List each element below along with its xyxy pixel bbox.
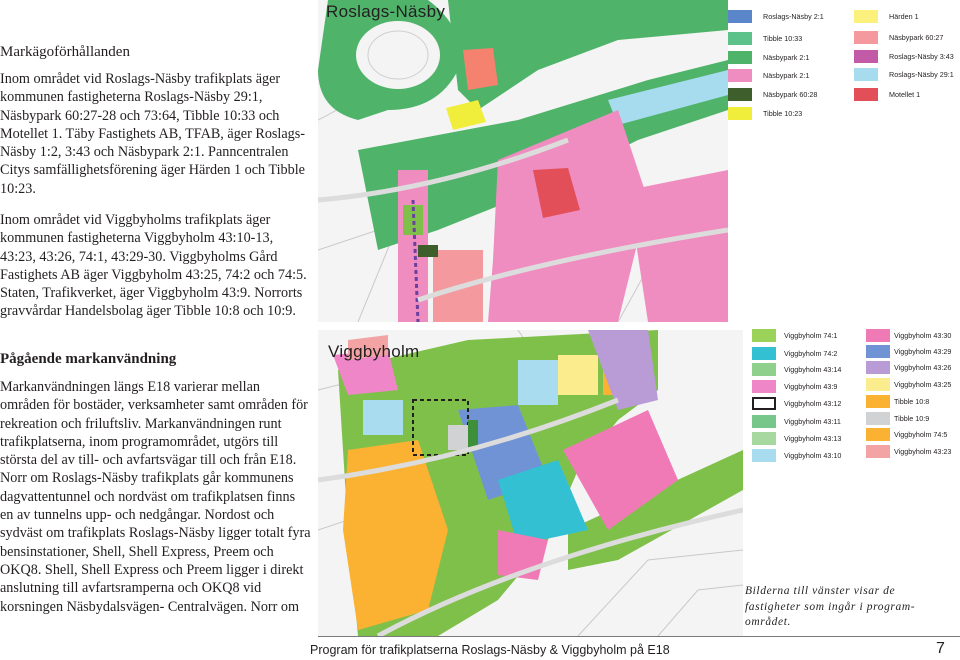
legend-label: Näsbypark 2:1 <box>763 71 810 80</box>
footer-rule <box>318 636 960 637</box>
legend-swatch <box>854 88 878 101</box>
map-roslags-nasby-graphic <box>318 0 728 322</box>
legend-swatch <box>854 31 878 44</box>
legend-swatch <box>866 361 890 374</box>
legend-label: Viggbyholm 43:14 <box>784 365 842 374</box>
legend-swatch <box>752 449 776 462</box>
legend-swatch <box>866 395 890 408</box>
legend-label: Härden 1 <box>889 12 919 21</box>
paragraph-roslags-ownership: Inom området vid Roslags-Näsby trafikplats äger kommunen fastigheterna Roslags-Näsby 29:1, Näsbypark 60:27-28 och 73:64, Tibble 10:33 och Motellet 1. Täby Fastighets AB, TFAB, äger Roslags-Näsby 1:2, 3:43 och Näsbypark 2:1. Panncentralen Citys samfällighetsförening äger Härden 1 och Tibble 10:23. <box>0 71 306 197</box>
paragraph-viggbyholm-ownership: Inom området vid Viggbyholms trafikplats äger kommunen fastigheterna Viggbyholm 43:10-13, 43:23, 43:26, 74:1, 43:29-30. Viggbyholms Gård Fastighets AB äger Viggbyholm 43:25, 74:2 och 74:5. Staten, Trafikverket, äger Viggbyholm 43:9. Norrorts gravvårdar Handelsbolag äger Tibble 10:8 och 10:9. <box>0 212 307 320</box>
page-number: 7 <box>936 640 945 657</box>
legend-swatch <box>728 32 752 45</box>
legend-label: Roslags-Näsby 2:1 <box>763 12 824 21</box>
legend-label: Viggbyholm 74:5 <box>894 430 948 439</box>
map-roslags-nasby <box>318 0 728 322</box>
heading-landuse: Pågående markanvändning <box>0 351 177 367</box>
legend-swatch <box>866 378 890 391</box>
legend-label: Viggbyholm 43:9 <box>784 382 838 391</box>
map-title-viggbyholm: Viggbyholm <box>328 342 420 361</box>
map-viggbyholm <box>318 330 743 636</box>
legend-swatch <box>854 10 878 23</box>
legend-swatch <box>752 415 776 428</box>
legend-label: Tibble 10:9 <box>894 414 930 423</box>
legend-roslags <box>728 0 960 130</box>
legend-label: Viggbyholm 43:25 <box>894 380 952 389</box>
legend-swatch <box>854 68 878 81</box>
legend-swatch <box>728 51 752 64</box>
legend-swatch <box>728 107 752 120</box>
legend-label: Roslags-Näsby 29:1 <box>889 70 954 79</box>
map-title-roslags: Roslags-Näsby <box>326 2 446 21</box>
legend-label: Viggbyholm 43:30 <box>894 331 952 340</box>
footer-title: Program för trafikplatserna Roslags-Näsby & Viggbyholm på E18 <box>310 643 670 657</box>
legend-swatch <box>866 329 890 342</box>
figure-caption: Bilderna till vänster visar de fastigheter som ingår i program-området. <box>745 585 916 628</box>
legend-label: Motellet 1 <box>889 90 921 99</box>
legend-swatch <box>728 69 752 82</box>
legend-swatch <box>866 345 890 358</box>
legend-label: Viggbyholm 74:2 <box>784 349 838 358</box>
legend-swatch <box>728 88 752 101</box>
legend-label: Tibble 10:33 <box>763 34 803 43</box>
legend-label: Viggbyholm 43:23 <box>894 447 952 456</box>
legend-swatch <box>854 50 878 63</box>
paragraph-landuse: Markanvändningen längs E18 varierar mellan områden för bostäder, verksamheter samt områden för rekreation och friluftsliv. Markanvändningen runt trafikplatserna, inom programområdet, utgörs till största del av till- och avfartsvägar till och från E18. Norr om Roslags-Näsby trafikplats går kommunens dagvattentunnel och nordväst om trafikplatsen finns en av tunnelns upp- och nedgångar. Nordost och sydväst om trafikplats Roslags-Näsby ligger totalt fyra bensinstationer, Shell, Shell Express, Preem och OKQ8. Shell, Shell Express och Preem ligger i direkt anslutning till avfartsramperna och OKQ8 vid korsningen Näsbydalsvägen- Centralvägen. Norr om <box>0 379 311 615</box>
legend-swatch <box>752 432 776 445</box>
legend-label: Roslags-Näsby 3:43 <box>889 52 954 61</box>
legend-swatch <box>752 363 776 376</box>
legend-label: Viggbyholm 43:11 <box>784 417 841 426</box>
legend-label: Viggbyholm 43:13 <box>784 434 842 443</box>
legend-label: Tibble 10:8 <box>894 397 930 406</box>
legend-swatch <box>752 347 776 360</box>
legend-swatch <box>866 445 890 458</box>
legend-label: Viggbyholm 43:26 <box>894 363 952 372</box>
legend-label: Viggbyholm 74:1 <box>784 331 838 340</box>
heading-ownership: Markägoförhållanden <box>0 44 130 60</box>
legend-swatch <box>866 428 890 441</box>
legend-label: Tibble 10:23 <box>763 109 803 118</box>
legend-swatch <box>728 10 752 23</box>
legend-label: Viggbyholm 43:12 <box>784 399 842 408</box>
map-viggbyholm-graphic <box>318 330 743 636</box>
legend-label: Näsbypark 60:28 <box>763 90 818 99</box>
legend-label: Viggbyholm 43:10 <box>784 451 842 460</box>
legend-swatch <box>752 397 776 410</box>
legend-swatch <box>752 329 776 342</box>
legend-viggbyholm <box>752 328 960 468</box>
legend-label: Viggbyholm 43:29 <box>894 347 952 356</box>
legend-swatch <box>752 380 776 393</box>
legend-label: Näsbypark 2:1 <box>763 53 810 62</box>
legend-label: Näsbypark 60:27 <box>889 33 944 42</box>
legend-swatch <box>866 412 890 425</box>
